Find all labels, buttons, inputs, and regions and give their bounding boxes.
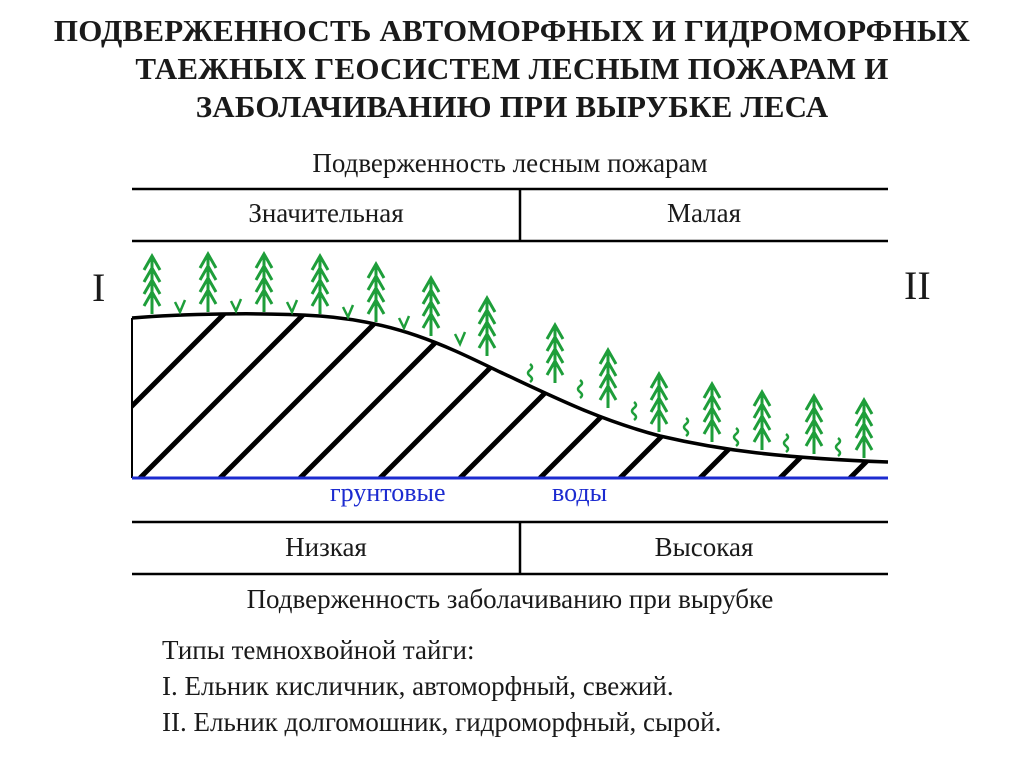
- legend-item-2: II. Ельник долгомошник, гидроморфный, сырой.: [162, 707, 722, 737]
- legend-heading: Типы темнохвойной тайги:: [162, 635, 475, 665]
- soil-hatching: [60, 278, 1024, 478]
- marker-right: II: [904, 263, 931, 308]
- title-line-2: ТАЕЖНЫХ ГЕОСИСТЕМ ЛЕСНЫМ ПОЖАРАМ И: [135, 51, 889, 86]
- legend-item-1: I. Ельник кисличник, автоморфный, свежий.: [162, 671, 674, 701]
- groundwater-label-1: грунтовые: [330, 478, 446, 507]
- legend: [162, 632, 721, 740]
- fire-right-label: Малая: [666, 198, 742, 228]
- fire-heading: Подверженность лесным пожарам: [312, 148, 708, 178]
- swamp-left-label: Низкая: [285, 532, 367, 562]
- title-line-3: ЗАБОЛАЧИВАНИЮ ПРИ ВЫРУБКЕ ЛЕСА: [195, 89, 829, 124]
- terrain-surface-line: [132, 314, 888, 462]
- marker-left: I: [92, 265, 106, 310]
- swamp-right-label: Высокая: [654, 532, 754, 562]
- title-line-1: ПОДВЕРЖЕННОСТЬ АВТОМОРФНЫХ И ГИДРОМОРФНЫХ: [53, 13, 971, 48]
- swamp-heading: Подверженность заболачиванию при вырубке: [246, 584, 774, 614]
- fire-left-label: Значительная: [248, 198, 404, 228]
- groundwater-label-2: воды: [552, 478, 608, 507]
